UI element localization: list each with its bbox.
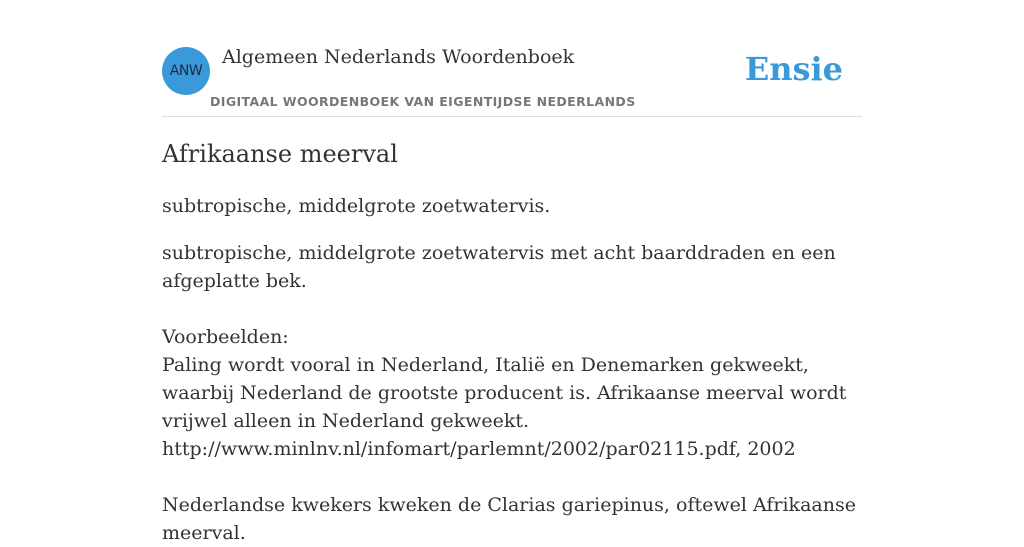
- long-definition: subtropische, middelgrote zoetwatervis met acht baarddraden en een afgeplatte bek.: [162, 242, 836, 292]
- example-sentence: Paling wordt vooral in Nederland, Italië en Denemarken gekweekt, waarbij Nederland de grootste producent is. Afrikaanse meerval wordt vrijwel alleen in Nederland gekweekt.: [162, 354, 847, 432]
- page: [162, 0, 862, 544]
- examples-label: Voorbeelden:: [162, 326, 289, 348]
- site-header: [162, 0, 862, 117]
- anw-logo[interactable]: ANW: [162, 47, 210, 95]
- ensie-logo[interactable]: Ensie: [744, 50, 843, 88]
- short-definition: subtropische, middelgrote zoetwatervis.: [162, 195, 551, 217]
- site-title[interactable]: Algemeen Nederlands Woordenboek: [222, 46, 575, 68]
- examples-section: [162, 323, 862, 547]
- entry-title: Afrikaanse meerval: [162, 140, 398, 168]
- site-subtitle: DIGITAAL WOORDENBOEK VAN EIGENTIJDSE NEDERLANDS: [210, 94, 636, 109]
- spacer: [162, 463, 862, 491]
- example-source: http://www.minlnv.nl/infomart/parlemnt/2002/par02115.pdf, 2002: [162, 438, 796, 460]
- example-sentence: Nederlandse kwekers kweken de Clarias gariepinus, oftewel Afrikaanse meerval.: [162, 494, 856, 544]
